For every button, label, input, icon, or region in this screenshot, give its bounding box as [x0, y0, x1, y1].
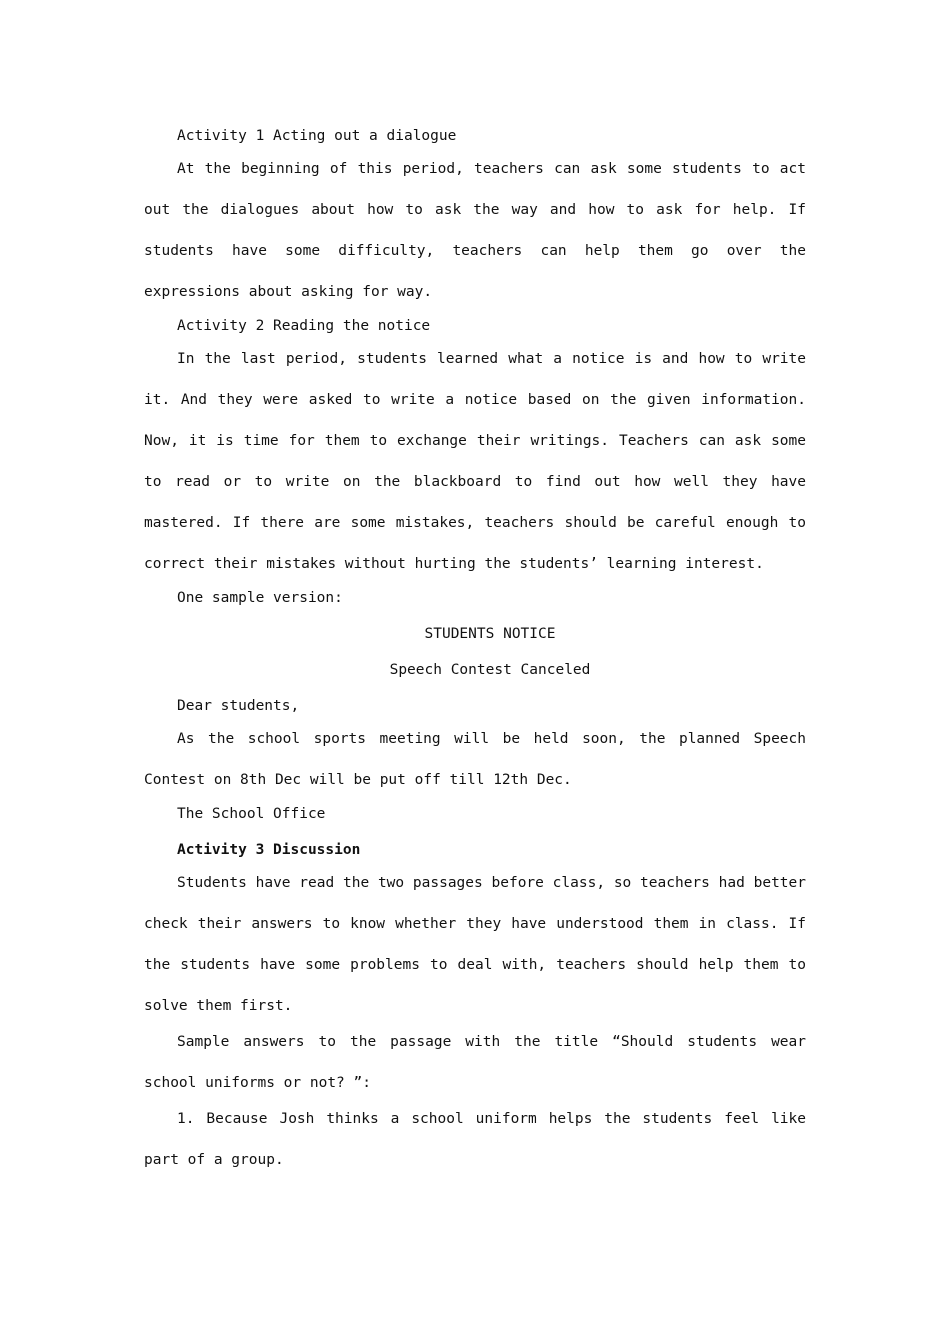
activity1-heading: Activity 1 Acting out a dialogue — [177, 128, 457, 144]
sample-version-label: One sample version: — [177, 590, 343, 606]
sample-answers-intro: Sample answers to the passage with the title “Should students wear school uniforms or not? ”: — [144, 1034, 806, 1091]
activity3-body: Students have read the two passages before class, so teachers had better check their answers to know whether they have understood them in class. If the students have some problems to deal with, teachers should help them to solve them first. — [144, 875, 806, 1014]
answer-item-1: 1. Because Josh thinks a school uniform helps the students feel like part of a group. — [144, 1111, 806, 1168]
notice-title: STUDENTS NOTICE — [424, 626, 556, 642]
activity2-heading: Activity 2 Reading the notice — [177, 318, 431, 334]
activity3-heading: Activity 3 Discussion — [177, 842, 361, 858]
activity1-body: At the beginning of this period, teachers can ask some students to act out the dialogues about how to ask the way and how to ask for help. If students have some difficulty, teachers can help them go over the expressions about asking for way. — [144, 161, 806, 300]
notice-salutation: Dear students, — [177, 698, 300, 714]
notice-subtitle: Speech Contest Canceled — [389, 662, 591, 678]
notice-body: As the school sports meeting will be held soon, the planned Speech Contest on 8th Dec will be put off till 12th Dec. — [144, 731, 806, 788]
notice-signature: The School Office — [177, 806, 326, 822]
document-page — [144, 118, 806, 1181]
activity2-body: In the last period, students learned what a notice is and how to write it. And they were asked to write a notice based on the given information. Now, it is time for them to exchange their writings. Teachers can ask some to read or to write on the blackboard to find out how well they have mastered. If there are some mistakes, teachers should be careful enough to correct their mistakes without hurting the students’ learning interest. — [144, 351, 806, 572]
